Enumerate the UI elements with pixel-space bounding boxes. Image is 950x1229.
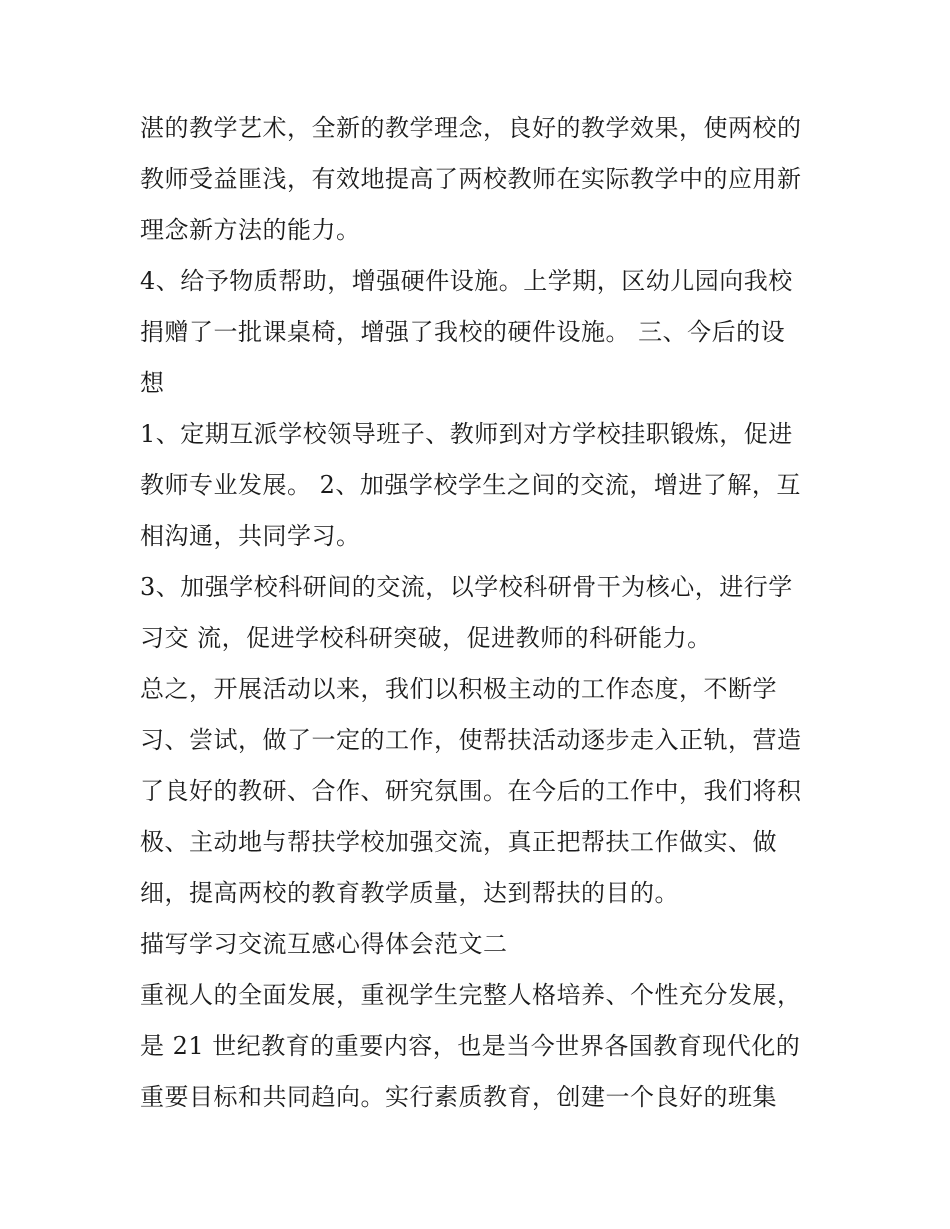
text-line: 习、尝试，做了一定的工作，使帮扶活动逐步走入正轨，营造: [140, 726, 802, 754]
text-line: 细，提高两校的教育教学质量，达到帮扶的目的。: [140, 879, 679, 907]
text-line: 了良好的教研、合作、研究氛围。在今后的工作中，我们将积: [140, 777, 802, 805]
text-line: 理念新方法的能力。: [140, 216, 361, 244]
text-line: 3、加强学校科研间的交流，以学校科研骨干为核心，进行学: [140, 573, 793, 601]
text-line: 总之，开展活动以来，我们以积极主动的工作态度，不断学: [140, 675, 777, 703]
text-line: 重视人的全面发展，重视学生完整人格培养、个性充分发展，: [140, 981, 802, 1009]
text-line: 习交 流，促进学校科研突破，促进教师的科研能力。: [140, 624, 712, 652]
text-line: 湛的教学艺术，全新的教学理念，良好的教学效果，使两校的: [140, 114, 802, 142]
text-line: 4、给予物质帮助，增强硬件设施。上学期，区幼儿园向我校: [140, 267, 793, 295]
text-line: 教师受益匪浅，有效地提高了两校教师在实际教学中的应用新: [140, 165, 802, 193]
section-heading: 描写学习交流互感心得体会范文二: [140, 930, 508, 958]
text-line: 教师专业发展。 2、加强学校学生之间的交流，增进了解，互: [140, 471, 801, 499]
text-line: 是 21 世纪教育的重要内容，也是当今世界各国教育现代化的: [140, 1032, 801, 1060]
text-line: 重要目标和共同趋向。实行素质教育，创建一个良好的班集: [140, 1083, 777, 1111]
body-text: [140, 103, 820, 1123]
text-line: 捐赠了一批课桌椅，增强了我校的硬件设施。 三、今后的设: [140, 318, 786, 346]
text-line: 1、定期互派学校领导班子、教师到对方学校挂职锻炼，促进: [140, 420, 793, 448]
text-line: 极、主动地与帮扶学校加强交流，真正把帮扶工作做实、做: [140, 828, 777, 856]
text-line: 相沟通，共同学习。: [140, 522, 361, 550]
text-line: 想: [140, 369, 165, 397]
